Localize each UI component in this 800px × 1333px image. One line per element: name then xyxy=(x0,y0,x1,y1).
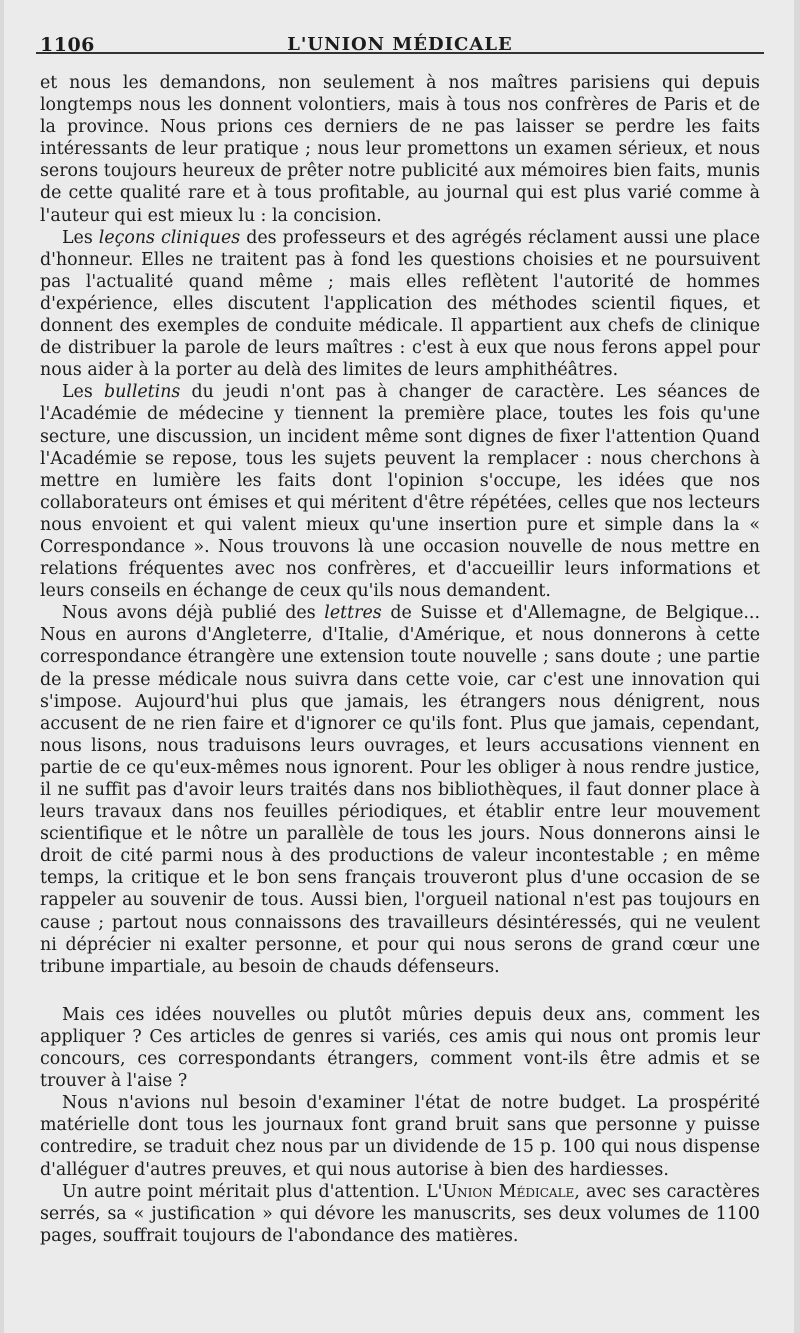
paragraph-text: , avec ses caractères serrés, sa « justification » qui dévore les manuscrits, ses deux volumes de 1100 pages, souffrait toujours de l'abondance des matières. xyxy=(40,1181,760,1246)
italic-term: bulletins xyxy=(103,382,181,403)
paragraph-5 xyxy=(40,1004,760,1092)
paragraph-text: Mais ces idées nouvelles ou plutôt mûries depuis deux ans, comment les appliquer ? Ces articles de genres si variés, ces amis qui nous ont promis leur concours, ces correspondants étrangers, comment vont-ils être admis et se trouver à l'aise ? xyxy=(40,1004,760,1092)
paragraph-text: Les xyxy=(62,382,104,403)
page xyxy=(4,0,794,1333)
page-number: 1106 xyxy=(40,34,95,56)
paragraph-1 xyxy=(40,72,760,227)
italic-term: lettres xyxy=(324,603,382,624)
journal-name: Union Médicale xyxy=(442,1181,575,1202)
paragraph-text: Nous avons déjà publié des xyxy=(62,603,325,624)
paragraph-text: des professeurs et des agrégés réclament aussi une place d'honneur. Elles ne traitent pas à fond les questions choisies et ne poursuivent pas l'actualité quand même ; mais elles reflètent l'autorité de hommes d'expérience, elles discutent l'application des méthodes scientil fiques, et donnent des exemples de conduite médicale. Il appartient aux chefs de clinique de distribuer la parole de leurs maîtres : c'est à eux que nous ferons appel pour nous aider à la porter au delà des limites de leurs amphithéâtres. xyxy=(40,227,761,381)
running-title: L'UNION MÉDICALE xyxy=(287,34,513,55)
page-header xyxy=(36,0,764,54)
paragraph-text: du jeudi n'ont pas à changer de caractère. Les séances de l'Académie de médecine y tiennent la première place, toutes les fois qu'une secture, une discussion, un incident même sont dignes de fixer l'attention Quand l'Académie se repose, tous les sujets peuvent la remplacer : nous cherchons à mettre en lumière les faits dont l'opinion s'occupe, les idées que nos collaborateurs ont émises et qui méritent d'être répétées, celles que nos lecteurs nous envoient et qui valent mieux qu'une insertion pure et simple dans la « Correspondance ». Nous trouvons là une occasion nouvelle de nous mettre en relations fréquentes avec nos confrères, et d'accueillir leurs informations et leurs conseils en échange de ceux qu'ils nous demandent. xyxy=(40,382,761,602)
paragraph-2 xyxy=(40,227,760,382)
paragraph-7 xyxy=(40,1181,760,1247)
paragraph-4 xyxy=(40,602,760,978)
paragraph-text: Les xyxy=(62,227,99,248)
paragraph-text: et nous les demandons, non seulement à nos maîtres parisiens qui depuis longtemps nous les donnent volontiers, mais à tous nos confrères de Paris et de la province. Nous prions ces derniers de ne pas laisser se perdre les faits intéressants de leur pratique ; nous leur promettons un examen sérieux, et nous serons toujours heureux de prêter notre publicité aux mémoires bien faits, munis de cette qualité rare et à tous profitable, au journal qui est plus varié comme à l'auteur qui est mieux lu : la concision. xyxy=(40,73,760,226)
paragraph-3 xyxy=(40,381,760,602)
italic-term: leçons cliniques xyxy=(98,227,241,248)
paragraph-text: Un autre point méritait plus d'attention. L' xyxy=(62,1181,443,1202)
paragraph-6 xyxy=(40,1092,760,1180)
article-body xyxy=(40,72,760,1247)
paragraph-text: Nous n'avions nul besoin d'examiner l'état de notre budget. La prospérité matérielle dont tous les journaux font grand bruit sans que personne y puisse contredire, se traduit chez nous par un dividende de 15 p. 100 qui nous dispense d'alléguer d'autres preuves, et qui nous autorise à bien des hardiesses. xyxy=(40,1093,760,1180)
paragraph-text: de Suisse et d'Allemagne, de Belgique... Nous en aurons d'Angleterre, d'Italie, d'Amérique, et nous donnerons à cette correspondance étrangère une extension toute nouvelle ; sans doute ; une partie de la presse médicale nous suivra dans cette voie, car c'est une innovation qui s'impose. Aujourd'hui plus que jamais, les étrangers nous dénigrent, nous accusent de ne rien faire et d'ignorer ce qu'ils font. Plus que jamais, cependant, nous lisons, nous traduisons leurs ouvrages, et leurs accusations viennent en partie de ce qu'eux-mêmes nous ignorent. Pour les obliger à nous rendre justice, il ne suffit pas d'avoir leurs traités dans nos bibliothèques, il faut donner place à leurs travaux dans nos feuilles périodiques, et établir entre leur mouvement scientifique et le nôtre un parallèle de tous les jours. Nous donnerons ainsi le droit de cité parmi nous à des productions de valeur incontestable ; en même temps, la critique et le bon sens français trouveront plus d'une occasion de se rappeler au souvenir de tous. Aussi bien, l'orgueil national n'est pas toujours en cause ; partout nous connaissons des travailleurs désintéressés, qui ne veulent ni déprécier ni exalter personne, et pour qui nous serons de grand cœur une tribune impartiale, au besoin de chauds défenseurs. xyxy=(40,603,760,977)
